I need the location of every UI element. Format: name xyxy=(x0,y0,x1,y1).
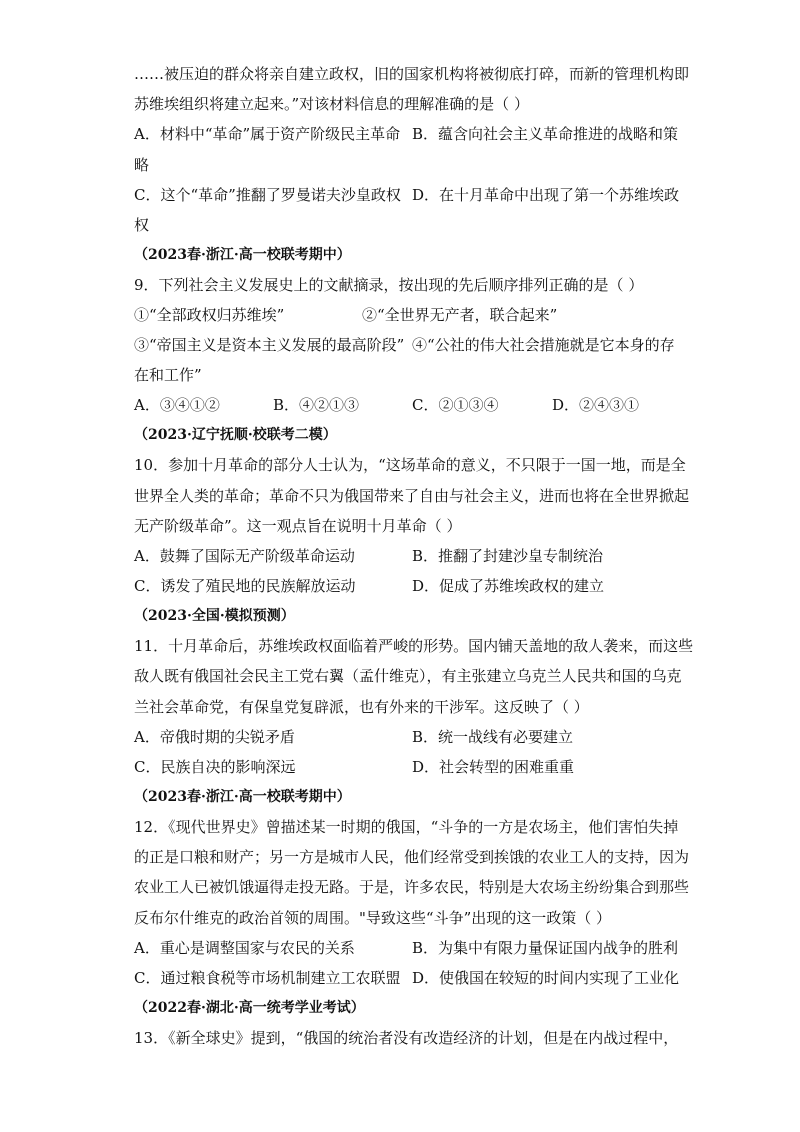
q8-stem-line-1: ……被压迫的群众将亲自建立政权，旧的国家机构将被彻底打碎，而新的管理机构即 xyxy=(134,65,690,83)
q9-item-1: ①“全部政权归苏维埃” xyxy=(134,306,285,324)
q9-option-c: C．②①③④ xyxy=(412,396,499,414)
q9-item-3: ③“帝国主义是资本主义发展的最高阶段” xyxy=(134,336,405,354)
q12-option-a: A．重心是调整国家与农民的关系 xyxy=(134,939,355,957)
q10-option-a: A．鼓舞了国际无产阶级革命运动 xyxy=(134,547,355,565)
q11-option-a: A．帝俄时期的尖锐矛盾 xyxy=(134,728,295,746)
q11-stem-line-3: 兰社会革命党，有保皇党复辟派，也有外来的干涉军。这反映了（ ） xyxy=(134,698,589,716)
q10-option-d: D．促成了苏维埃政权的建立 xyxy=(412,577,605,595)
q9-item-4: ④“公社的伟大社会措施就是它本身的存 xyxy=(412,336,675,354)
q8-option-b-wrap: 略 xyxy=(134,156,150,174)
q11-option-d: D．社会转型的困难重重 xyxy=(412,758,575,776)
q8-option-c: C．这个“革命”推翻了罗曼诺夫沙皇政权 xyxy=(134,186,401,204)
q11-stem-line-1: 11．十月革命后，苏维埃政权面临着严峻的形势。国内铺天盖地的敌人袭来，而这些 xyxy=(134,637,694,655)
q10-option-b: B．推翻了封建沙皇专制统治 xyxy=(412,547,604,565)
q11-option-c: C．民族自决的影响深远 xyxy=(134,758,296,776)
q8-option-a: A．材料中“革命”属于资产阶级民主革命 xyxy=(134,125,401,143)
q10-option-c: C．诱发了殖民地的民族解放运动 xyxy=(134,577,356,595)
q12-source: （2023春·浙江·高一校联考期中） xyxy=(134,789,351,805)
q10-stem-line-3: 无产阶级革命”。这一观点旨在说明十月革命（ ） xyxy=(134,517,462,535)
q12-option-d: D．使俄国在较短的时间内实现了工业化 xyxy=(412,969,680,987)
q9-source: （2023春·浙江·高一校联考期中） xyxy=(134,247,351,263)
q11-stem-line-2: 敌人既有俄国社会民主工党右翼（孟什维克），有主张建立乌克兰人民共和国的乌克 xyxy=(134,667,682,685)
q9-option-d: D．②④③① xyxy=(552,396,640,414)
q12-option-c: C．通过粮食税等市场机制建立工农联盟 xyxy=(134,969,401,987)
q12-option-b: B．为集中有限力量保证国内战争的胜利 xyxy=(412,939,679,957)
q12-stem-line-1: 12．《现代世界史》曾描述某一时期的俄国，“斗争的一方是农场主，他们害怕失掉 xyxy=(134,818,679,836)
q8-option-d-wrap: 权 xyxy=(134,216,150,234)
q9-option-a: A．③④①② xyxy=(134,396,220,414)
q10-source: （2023·辽宁抚顺·校联考二模） xyxy=(134,427,337,443)
q12-stem-line-3: 农业工人已被饥饿逼得走投无路。于是，许多农民，特别是大农场主纷纷集合到那些 xyxy=(134,878,690,896)
q9-option-b: B．④②①③ xyxy=(273,396,360,414)
q9-item-2: ②“全世界无产者，联合起来” xyxy=(362,306,558,324)
q9-stem: 9．下列社会主义发展史上的文献摘录，按出现的先后顺序排列正确的是（ ） xyxy=(134,276,644,294)
q13-source: （2022春·湖北·高一统考学业考试） xyxy=(134,1000,365,1016)
q8-option-d: D．在十月革命中出现了第一个苏维埃政 xyxy=(412,186,680,204)
q12-stem-line-4: 反布尔什维克的政治首领的周围。"导致这些“斗争”出现的这一政策（ ） xyxy=(134,909,612,927)
q10-stem-line-1: 10．参加十月革命的部分人士认为，“这场革命的意义，不只限于一国一地，而是全 xyxy=(134,456,686,474)
q8-stem-line-2: 苏维埃组织将建立起来。”对该材料信息的理解准确的是（ ） xyxy=(134,95,529,113)
q9-item-4-wrap: 在和工作” xyxy=(134,366,202,384)
q11-option-b: B．统一战线有必要建立 xyxy=(412,728,574,746)
q12-stem-line-2: 的正是口粮和财产；另一方是城市人民，他们经常受到挨饿的农业工人的支持，因为 xyxy=(134,848,690,866)
q10-stem-line-2: 世界全人类的革命；革命不只为俄国带来了自由与社会主义，进而也将在全世界掀起 xyxy=(134,487,690,505)
q13-stem-line-1: 13．《新全球史》提到，“俄国的统治者没有改造经济的计划，但是在内战过程中， xyxy=(134,1029,679,1047)
q11-source: （2023·全国·模拟预测） xyxy=(134,608,295,624)
q8-option-b: B．蕴含向社会主义革命推进的战略和策 xyxy=(412,125,679,143)
